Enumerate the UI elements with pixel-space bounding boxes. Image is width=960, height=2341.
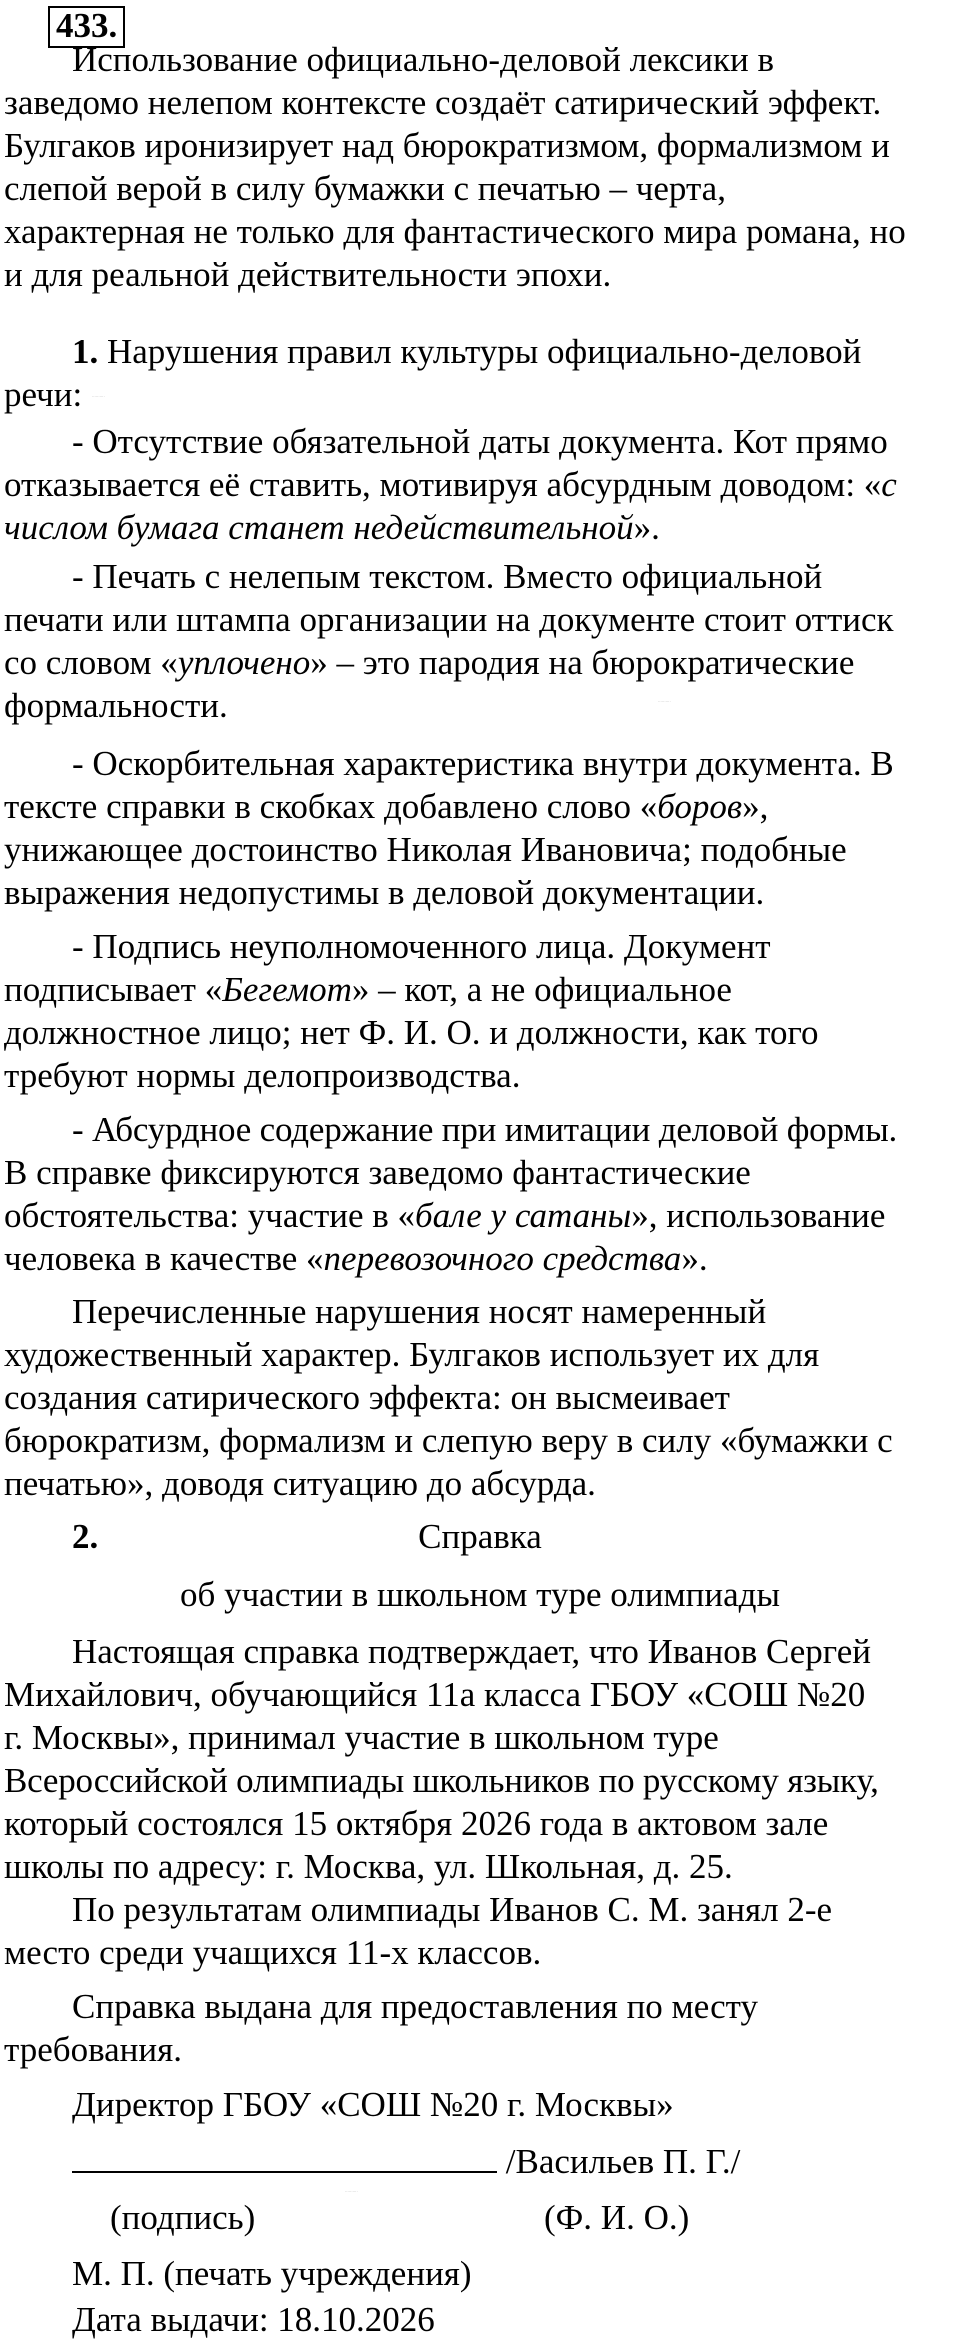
text-line: г. Москвы», принимал участие в школьном туре <box>4 1718 719 1757</box>
conclusion-paragraph <box>4 1290 956 1505</box>
text-line: со словом « <box>4 643 178 682</box>
text-line: требования. <box>4 2030 182 2069</box>
text-line: художественный характер. Булгаков использует их для <box>4 1335 820 1374</box>
watermark-mark: ·········· <box>345 2189 358 2194</box>
text-line: человека в качестве « <box>4 1239 324 1278</box>
signer-name: /Васильев П. Г./ <box>505 2142 741 2181</box>
text-line: - Отсутствие обязательной даты документа. Кот прямо <box>72 422 888 461</box>
text-line: Использование официально-деловой лексики в <box>72 40 774 79</box>
text-line: отказывается её ставить, мотивируя абсурдным доводом: « <box>4 465 882 504</box>
text-line: В справке фиксируются заведомо фантастические <box>4 1153 751 1192</box>
text-line: подписывает « <box>4 970 223 1009</box>
text-line: - Оскорбительная характеристика внутри документа. В <box>72 744 894 783</box>
text-line: слепой верой в силу бумажки с печатью – черта, <box>4 169 726 208</box>
fio-label: (Ф. И. О.) <box>544 2198 690 2237</box>
text-line: бюрократизм, формализм и слепую веру в силу «бумажки с <box>4 1421 893 1460</box>
exercise-number: 433. <box>48 6 125 48</box>
violation-1 <box>4 420 956 549</box>
italic-quote: уплочено <box>177 643 311 682</box>
italic-quote: перевозочного средства <box>323 1239 682 1278</box>
text-line: который состоялся 15 октября 2026 года в актовом зале <box>4 1804 829 1843</box>
text-line: - Подпись неуполномоченного лица. Документ <box>72 927 771 966</box>
text-line: печатью», доводя ситуацию до абсурда. <box>4 1464 596 1503</box>
watermark-mark: ·········· <box>658 699 671 704</box>
text-line: печати или штампа организации на документе стоит оттиск <box>4 600 894 639</box>
text-line: унижающее достоинство Николая Ивановича; подобные <box>4 830 847 869</box>
text-line: характерная не только для фантастического мира романа, но <box>4 212 906 251</box>
text-line: - Печать с нелепым текстом. Вместо официальной <box>72 557 823 596</box>
certificate-subtitle: об участии в школьном туре олимпиады <box>180 1575 780 1614</box>
italic-quote: с <box>881 465 897 504</box>
text-line: создания сатирического эффекта: он высмеивает <box>4 1378 730 1417</box>
stamp-line: М. П. (печать учреждения) <box>72 2254 472 2293</box>
certificate-purpose <box>4 1985 956 2071</box>
text-line: обстоятельства: участие в « <box>4 1196 416 1235</box>
text-line: » – кот, а не официальное <box>351 970 732 1009</box>
text-line: ». <box>633 508 660 547</box>
text-line: школы по адресу: г. Москва, ул. Школьная, д. 25. <box>4 1847 733 1886</box>
text-line: », <box>742 787 769 826</box>
text-line: Булгаков иронизирует над бюрократизмом, формализмом и <box>4 126 890 165</box>
text-line: требуют нормы делопроизводства. <box>4 1056 521 1095</box>
intro-paragraph <box>4 38 956 296</box>
violation-3 <box>4 742 956 914</box>
text-line: » – это пародия на бюрократические <box>310 643 855 682</box>
section-number: 1. <box>72 332 99 371</box>
certificate-result <box>4 1888 956 1974</box>
text-line: выражения недопустимы в деловой документации. <box>4 873 765 912</box>
text-line: формальности. <box>4 686 228 725</box>
text-line: Справка выдана для предоставления по месту <box>72 1987 758 2026</box>
violation-5 <box>4 1108 956 1280</box>
section-1-heading <box>4 330 956 416</box>
certificate-body <box>4 1630 956 1888</box>
italic-quote: боров <box>657 787 743 826</box>
issue-date: Дата выдачи: 18.10.2026 <box>72 2300 435 2339</box>
text-line: По результатам олимпиады Иванов С. М. занял 2-е <box>72 1890 833 1929</box>
text-line: должностное лицо; нет Ф. И. О. и должности, как того <box>4 1013 819 1052</box>
violation-4 <box>4 925 956 1097</box>
text-line: Нарушения правил культуры официально-деловой <box>98 332 862 371</box>
signature-line <box>72 2140 952 2183</box>
signature-blank <box>72 2141 497 2173</box>
text-line: Перечисленные нарушения носят намеренный <box>72 1292 767 1331</box>
certificate-title: Справка <box>418 1517 542 1556</box>
text-line: место среди учащихся 11-х классов. <box>4 1933 542 1972</box>
signature-label: (подпись) <box>110 2198 256 2237</box>
text-line: заведомо нелепом контексте создаёт сатирический эффект. <box>4 83 882 122</box>
text-line: - Абсурдное содержание при имитации деловой формы. <box>72 1110 898 1149</box>
text-line: Всероссийской олимпиады школьников по русскому языку, <box>4 1761 879 1800</box>
italic-quote: числом бумага станет недействительной <box>4 508 634 547</box>
text-line: », использование <box>631 1196 886 1235</box>
text-line: речи: <box>4 375 83 414</box>
violation-2 <box>4 555 956 727</box>
watermark-mark: ·········· <box>92 394 105 399</box>
text-line: и для реальной действительности эпохи. <box>4 255 612 294</box>
text-line: тексте справки в скобках добавлено слово « <box>4 787 658 826</box>
director-line: Директор ГБОУ «СОШ №20 г. Москвы» <box>72 2085 674 2124</box>
italic-quote: Бегемот <box>222 970 352 1009</box>
text-line: Настоящая справка подтверждает, что Иванов Сергей <box>72 1632 871 1671</box>
text-line: Михайлович, обучающийся 11а класса ГБОУ «СОШ №20 <box>4 1675 866 1714</box>
text-line: ». <box>681 1239 708 1278</box>
italic-quote: бале у сатаны <box>415 1196 632 1235</box>
section-number: 2. <box>72 1517 99 1556</box>
